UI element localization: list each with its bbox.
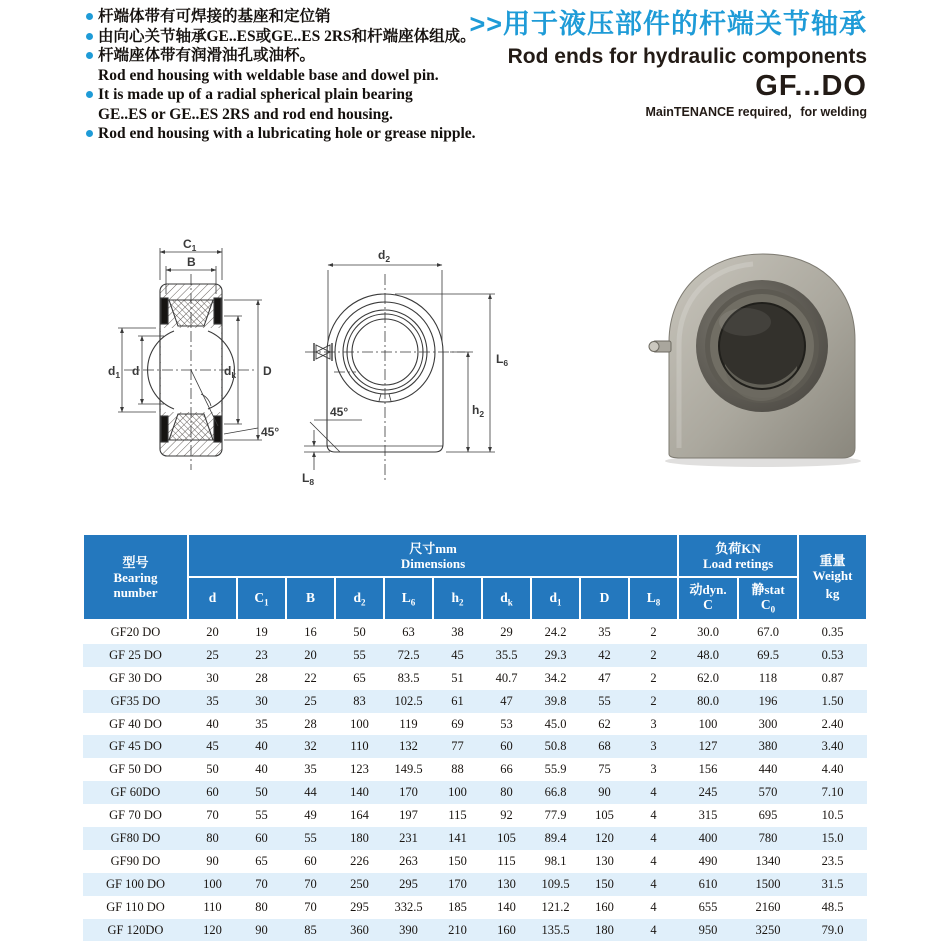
value-cell: 29.3 [544, 647, 567, 662]
value-cell: 28 [255, 670, 268, 685]
value-cell: 55 [353, 647, 366, 662]
value-cell: 83 [353, 693, 366, 708]
value-cell: 150 [448, 853, 467, 868]
value-cell: 70 [255, 876, 268, 891]
value-cell: 332.5 [394, 899, 423, 914]
value-cell: 4 [650, 876, 657, 891]
value-cell: 2 [650, 647, 657, 662]
value-cell: 3 [650, 739, 657, 754]
col-header-bearing-number [83, 534, 188, 620]
svg-text:h2: $h_2$ [472, 403, 485, 419]
value-cell: 60 [255, 830, 268, 845]
value-cell: 66.8 [544, 785, 567, 800]
value-cell: 4.40 [821, 762, 844, 777]
svg-text:C1: $C_1$ [183, 237, 197, 253]
value-cell: 4 [650, 785, 657, 800]
value-cell: 121.2 [541, 899, 570, 914]
value-cell: 53 [500, 716, 513, 731]
svg-text:d1: $d_1$ [108, 364, 121, 380]
value-cell: 80.0 [697, 693, 719, 708]
value-cell: 0.35 [821, 624, 844, 639]
value-cell: 90 [255, 922, 268, 937]
value-cell: 35 [304, 762, 317, 777]
value-cell: 98.1 [544, 853, 567, 868]
value-cell: 45.0 [544, 716, 567, 731]
value-cell: 110 [350, 739, 369, 754]
weight-header-unit: kg [825, 586, 840, 601]
value-cell: 180 [350, 830, 369, 845]
value-cell: 30 [206, 670, 219, 685]
value-cell: 40.7 [495, 670, 518, 685]
value-cell: 62.0 [697, 670, 719, 685]
value-cell: 50.8 [544, 739, 567, 754]
bearing-number-cell: GF20 DO [110, 624, 161, 639]
value-cell: 68 [598, 739, 611, 754]
bullet-dot-icon [86, 33, 93, 40]
front-view-drawing [300, 230, 560, 502]
value-cell: 75 [598, 762, 611, 777]
table-row [83, 781, 867, 804]
value-cell: 85 [304, 922, 317, 937]
load-col-header-dynamic: 动dyn. C [678, 577, 738, 620]
value-cell: 105 [595, 808, 614, 823]
value-cell: 170 [399, 785, 418, 800]
value-cell: 120 [203, 922, 222, 937]
value-cell: 160 [595, 899, 614, 914]
value-cell: 127 [698, 739, 718, 754]
value-cell: 51 [451, 670, 464, 685]
value-cell: 83.5 [397, 670, 420, 685]
page-title-cn: >>用于液压部件的杆端关节轴承 [469, 9, 867, 39]
table-row [83, 690, 867, 713]
value-cell: 231 [399, 830, 418, 845]
value-cell: 197 [399, 808, 418, 823]
value-cell: 60 [500, 739, 513, 754]
bullet-dot-icon [86, 52, 93, 59]
dim-col-header-dk: $d_k$ [482, 577, 531, 620]
value-cell: 141 [448, 830, 467, 845]
value-cell: 4 [650, 830, 657, 845]
value-cell: 66 [500, 762, 513, 777]
value-cell: 40 [206, 716, 219, 731]
bullet-dot-icon [86, 91, 93, 98]
feature-text: Rod end housing with weldable base and dowel pin. [98, 66, 439, 84]
value-cell: 105 [497, 830, 516, 845]
value-cell: 77.9 [544, 808, 567, 823]
value-cell: 1.50 [821, 693, 844, 708]
value-cell: 70 [304, 899, 317, 914]
table-row [83, 850, 867, 873]
value-cell: 60 [206, 785, 219, 800]
value-cell: 69 [451, 716, 464, 731]
model-code: GF...DO [755, 70, 867, 102]
bearing-header-en1: Bearing [113, 569, 158, 585]
value-cell: 29 [500, 624, 513, 639]
value-cell: 950 [698, 922, 718, 937]
value-cell: 164 [350, 808, 369, 823]
value-cell: 48.5 [821, 899, 844, 914]
value-cell: 610 [698, 876, 718, 891]
value-cell: 77 [451, 739, 464, 754]
value-cell: 100 [350, 716, 369, 731]
value-cell: 24.2 [544, 624, 567, 639]
load-col-header-static: 静stat $C_0$ [738, 577, 798, 620]
value-cell: 2 [650, 624, 657, 639]
table-row [83, 713, 867, 736]
centerlines [305, 274, 465, 482]
value-cell: 25 [206, 647, 219, 662]
bearing-number-cell: GF 120DO [107, 922, 164, 937]
value-cell: 130 [595, 853, 614, 868]
value-cell: 109.5 [541, 876, 570, 891]
value-cell: 102.5 [394, 693, 423, 708]
value-cell: 185 [448, 899, 467, 914]
dims-header-cn: 尺寸mm [409, 540, 457, 556]
table-row [83, 896, 867, 919]
photo-grease-nipple [649, 341, 671, 352]
value-cell: 65 [353, 670, 366, 685]
subheader-row [83, 577, 867, 620]
value-cell: 118 [758, 670, 778, 685]
value-cell: 63 [402, 624, 415, 639]
value-cell: 35 [255, 716, 268, 731]
value-cell: 245 [698, 785, 718, 800]
value-cell: 55 [255, 808, 268, 823]
value-cell: 39.8 [544, 693, 567, 708]
value-cell: 38 [451, 624, 464, 639]
table-row [83, 873, 867, 896]
dim-col-header-h2: $h_2$ [433, 577, 482, 620]
value-cell: 0.87 [821, 670, 844, 685]
value-cell: 35 [598, 624, 611, 639]
value-cell: 170 [448, 876, 467, 891]
value-cell: 655 [698, 899, 718, 914]
dim-col-header-l8: $L_8$ [629, 577, 678, 620]
value-cell: 300 [758, 716, 778, 731]
value-cell: 100 [448, 785, 467, 800]
value-cell: 3 [650, 762, 657, 777]
bullet-dot-icon [86, 130, 93, 137]
table-row [83, 620, 867, 644]
dim-col-header-d1: $d_1$ [531, 577, 580, 620]
load-header-en: Load retings [702, 555, 774, 571]
cross-section-drawing [108, 236, 320, 488]
svg-text:B: B [187, 255, 196, 269]
value-cell: 47 [598, 670, 611, 685]
value-cell: 62 [598, 716, 611, 731]
value-cell: 80 [500, 785, 513, 800]
maintenance-note: MainTENANCE required，for welding [645, 105, 867, 119]
bearing-number-cell: GF90 DO [110, 853, 161, 868]
svg-text:L6: $L_6$ [496, 352, 509, 368]
svg-text:dk: $d_k$ [224, 364, 237, 380]
value-cell: 42 [598, 647, 611, 662]
value-cell: 119 [399, 716, 418, 731]
bearing-number-cell: GF80 DO [110, 830, 161, 845]
value-cell: 50 [353, 624, 366, 639]
value-cell: 40 [255, 762, 268, 777]
dim-col-header-d: d [188, 577, 237, 620]
value-cell: 4 [650, 899, 657, 914]
svg-text:d2: $d_2$ [378, 248, 391, 264]
value-cell: 115 [497, 853, 516, 868]
bearing-number-cell: GF 70 DO [109, 808, 162, 823]
value-cell: 390 [399, 922, 418, 937]
value-cell: 3 [650, 716, 657, 731]
col-header-weight [798, 534, 867, 620]
value-cell: 40 [255, 739, 268, 754]
value-cell: 45 [206, 739, 219, 754]
value-cell: 16 [304, 624, 317, 639]
value-cell: 135.5 [541, 922, 570, 937]
table-row [83, 827, 867, 850]
value-cell: 65 [255, 853, 268, 868]
bearing-number-cell: GF 25 DO [109, 647, 162, 662]
value-cell: 80 [255, 899, 268, 914]
product-photo [645, 242, 880, 470]
dims-header-en: Dimensions [400, 555, 466, 571]
value-cell: 7.10 [821, 785, 844, 800]
svg-text:L8: $L_8$ [302, 471, 315, 487]
value-cell: 50 [255, 785, 268, 800]
value-cell: 30 [255, 693, 268, 708]
bearing-number-cell: GF 110 DO [106, 899, 165, 914]
value-cell: 295 [399, 876, 418, 891]
value-cell: 4 [650, 922, 657, 937]
value-cell: 0.53 [821, 647, 844, 662]
value-cell: 140 [497, 899, 516, 914]
dim-col-header-D: D [580, 577, 629, 620]
value-cell: 55.9 [544, 762, 567, 777]
value-cell: 47 [500, 693, 513, 708]
svg-text:d: d [132, 364, 140, 378]
value-cell: 50 [206, 762, 219, 777]
bearing-number-cell: GF35 DO [110, 693, 161, 708]
value-cell: 3.40 [821, 739, 844, 754]
feature-text: 由向心关节轴承GE..ES或GE..ES 2RS和杆端座体组成。 [98, 27, 476, 45]
feature-text: 杆端体带有可焊接的基座和定位销 [98, 8, 331, 25]
svg-text:45°: 45° [330, 405, 349, 419]
value-cell: 92 [500, 808, 513, 823]
value-cell: 90 [206, 853, 219, 868]
value-cell: 2 [650, 670, 657, 685]
value-cell: 4 [650, 808, 657, 823]
table-row [83, 667, 867, 690]
value-cell: 79.0 [821, 922, 844, 937]
value-cell: 140 [350, 785, 369, 800]
value-cell: 55 [304, 830, 317, 845]
value-cell: 1340 [755, 853, 781, 868]
value-cell: 1500 [755, 876, 781, 891]
value-cell: 570 [758, 785, 778, 800]
value-cell: 55 [598, 693, 611, 708]
value-cell: 226 [350, 853, 369, 868]
value-cell: 44 [304, 785, 317, 800]
dim-col-header-l6: $L_6$ [384, 577, 433, 620]
bearing-number-cell: GF 30 DO [109, 670, 162, 685]
value-cell: 35.5 [495, 647, 518, 662]
value-cell: 3250 [755, 922, 781, 937]
page-title-en: Rod ends for hydraulic components [507, 45, 867, 68]
value-cell: 80 [206, 830, 219, 845]
value-cell: 88 [451, 762, 464, 777]
value-cell: 2.40 [821, 716, 844, 731]
value-cell: 60 [304, 853, 317, 868]
value-cell: 315 [698, 808, 718, 823]
value-cell: 4 [650, 853, 657, 868]
value-cell: 49 [304, 808, 317, 823]
value-cell: 19 [255, 624, 268, 639]
load-header-cn: 负荷KN [715, 540, 761, 556]
feature-text: 杆端座体带有润滑油孔或油杯。 [98, 47, 316, 64]
value-cell: 48.0 [697, 647, 719, 662]
value-cell: 32 [304, 739, 317, 754]
value-cell: 100 [203, 876, 222, 891]
value-cell: 61 [451, 693, 464, 708]
value-cell: 490 [698, 853, 718, 868]
value-cell: 149.5 [394, 762, 423, 777]
value-cell: 130 [497, 876, 516, 891]
col-group-load-ratings [678, 534, 798, 577]
value-cell: 31.5 [821, 876, 844, 891]
value-cell: 35 [206, 693, 219, 708]
value-cell: 2160 [755, 899, 781, 914]
value-cell: 115 [448, 808, 467, 823]
value-cell: 28 [304, 716, 317, 731]
value-cell: 160 [497, 922, 516, 937]
value-cell: 69.5 [757, 647, 779, 662]
value-cell: 110 [203, 899, 222, 914]
value-cell: 10.5 [821, 808, 844, 823]
value-cell: 20 [304, 647, 317, 662]
dim-col-header-c1: $C_1$ [237, 577, 286, 620]
table-row [83, 735, 867, 758]
value-cell: 123 [350, 762, 369, 777]
bearing-number-cell: GF 50 DO [109, 762, 162, 777]
value-cell: 780 [758, 830, 778, 845]
housing-outline [314, 294, 443, 452]
value-cell: 2 [650, 693, 657, 708]
value-cell: 440 [758, 762, 778, 777]
value-cell: 263 [399, 853, 418, 868]
col-group-dimensions [188, 534, 678, 577]
feature-text: GE..ES or GE..ES 2RS and rod end housing. [98, 105, 393, 123]
value-cell: 196 [758, 693, 778, 708]
table-row [83, 919, 867, 942]
value-cell: 89.4 [544, 830, 567, 845]
svg-text:D: D [263, 364, 272, 378]
value-cell: 15.0 [821, 830, 844, 845]
value-cell: 380 [758, 739, 778, 754]
bearing-number-cell: GF 60DO [110, 785, 161, 800]
weight-header-cn: 重量 [819, 553, 846, 568]
value-cell: 22 [304, 670, 317, 685]
value-cell: 45 [451, 647, 464, 662]
value-cell: 120 [595, 830, 614, 845]
value-cell: 70 [206, 808, 219, 823]
dim-col-header-b: B [286, 577, 335, 620]
value-cell: 150 [595, 876, 614, 891]
feature-text: It is made up of a radial spherical plain bearing [98, 86, 413, 103]
table-row [83, 644, 867, 667]
feature-item [86, 124, 486, 144]
value-cell: 250 [350, 876, 369, 891]
title-block [367, 8, 867, 120]
table-body [83, 620, 867, 941]
table-row [83, 804, 867, 827]
bearing-header-cn: 型号 [122, 554, 149, 570]
value-cell: 132 [399, 739, 418, 754]
value-cell: 100 [698, 716, 718, 731]
value-cell: 210 [448, 922, 467, 937]
value-cell: 295 [350, 899, 369, 914]
value-cell: 156 [698, 762, 718, 777]
weight-header-en: Weight [812, 568, 853, 583]
table-row [83, 758, 867, 781]
value-cell: 25 [304, 693, 317, 708]
value-cell: 360 [350, 922, 369, 937]
bearing-number-cell: GF 100 DO [105, 876, 166, 891]
dimension-labels [302, 248, 508, 487]
bearing-header-en2: number [113, 584, 158, 600]
value-cell: 20 [206, 624, 219, 639]
bullet-dot-icon [86, 13, 93, 20]
value-cell: 67.0 [757, 624, 779, 639]
value-cell: 695 [758, 808, 778, 823]
spec-table [82, 533, 868, 941]
svg-text:45°: 45° [261, 425, 280, 439]
dim-col-header-d2: $d_2$ [335, 577, 384, 620]
value-cell: 72.5 [397, 647, 420, 662]
bearing-number-cell: GF 45 DO [109, 739, 162, 754]
value-cell: 70 [304, 876, 317, 891]
value-cell: 23 [255, 647, 268, 662]
feature-text: Rod end housing with a lubricating hole or grease nipple. [98, 125, 476, 142]
value-cell: 23.5 [821, 853, 844, 868]
value-cell: 400 [698, 830, 718, 845]
value-cell: 90 [598, 785, 611, 800]
bearing-number-cell: GF 40 DO [109, 716, 162, 731]
value-cell: 180 [595, 922, 614, 937]
value-cell: 30.0 [697, 624, 719, 639]
value-cell: 34.2 [544, 670, 567, 685]
